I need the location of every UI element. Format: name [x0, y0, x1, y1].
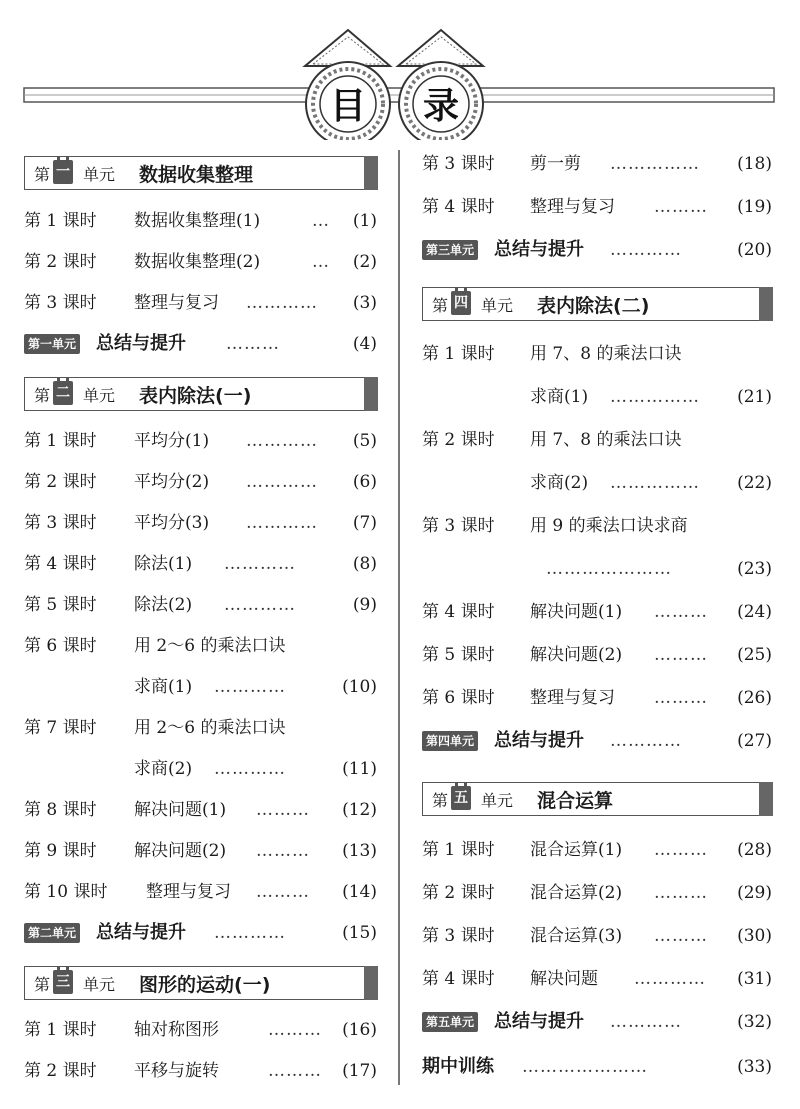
- lesson-number: 第 9 课时: [24, 841, 97, 861]
- lesson-number: 第 1 课时: [24, 431, 97, 451]
- lesson-title: 平移与旋转: [134, 1061, 219, 1081]
- lesson-title: 解决问题(2): [134, 841, 227, 861]
- leader-dots: …………: [214, 923, 286, 943]
- leader-dots: ………: [654, 602, 708, 622]
- unit-title: 图形的运动(一): [139, 973, 271, 996]
- leader-dots: ………: [654, 197, 708, 217]
- toc-row[interactable]: [422, 965, 772, 993]
- unit-suffix: 单元: [83, 164, 116, 184]
- leader-dots: …………: [246, 472, 318, 492]
- lesson-title: 用 7、8 的乘法口诀: [530, 344, 682, 364]
- lesson-number: 第 8 课时: [24, 800, 97, 820]
- page-number: (7): [352, 513, 377, 533]
- lesson-title-continued: 求商(2): [530, 473, 589, 493]
- unit-header-bar: [364, 966, 378, 1000]
- toc-row[interactable]: [24, 878, 377, 906]
- header-char-2: 录: [422, 86, 460, 127]
- toc-row-continuation[interactable]: [422, 555, 772, 583]
- unit-title: 混合运算: [537, 789, 614, 812]
- toc-row[interactable]: [24, 207, 377, 235]
- lesson-number: 第 3 课时: [422, 516, 495, 536]
- leader-dots: ………: [256, 882, 310, 902]
- lesson-number: 第 10 课时: [24, 882, 108, 902]
- leader-dots: …………: [214, 759, 286, 779]
- lesson-title: 剪一剪: [530, 154, 581, 174]
- unit-summary-title: 总结与提升: [494, 1011, 584, 1032]
- page-number: (9): [352, 595, 377, 615]
- unit-prefix: 第: [34, 385, 51, 405]
- toc-row[interactable]: [24, 248, 377, 276]
- lesson-title: 解决问题(2): [530, 645, 623, 665]
- lesson-number: 第 2 课时: [422, 430, 495, 450]
- page-number: (5): [352, 431, 377, 451]
- toc-row-continuation[interactable]: [24, 673, 377, 701]
- lesson-title: 除法(2): [134, 595, 193, 615]
- lesson-title: 用 2～6 的乘法口诀: [134, 718, 286, 738]
- lesson-number: 第 2 课时: [422, 883, 495, 903]
- unit-summary-badge: 第一单元: [24, 334, 80, 354]
- lesson-number: 第 4 课时: [24, 554, 97, 574]
- leader-dots: …………: [224, 595, 296, 615]
- lesson-number: 第 6 课时: [422, 688, 495, 708]
- toc-row[interactable]: [24, 1016, 377, 1044]
- unit-summary-row[interactable]: [24, 919, 377, 947]
- toc-row[interactable]: [24, 591, 377, 619]
- unit-prefix: 第: [432, 295, 449, 315]
- unit-summary-row[interactable]: [422, 727, 772, 755]
- lesson-title: 平均分(1): [134, 431, 210, 451]
- toc-row-continuation[interactable]: [422, 383, 772, 411]
- leader-dots: …………: [246, 513, 318, 533]
- lesson-title: 平均分(3): [134, 513, 210, 533]
- unit-number-badge: 五: [451, 786, 471, 810]
- page-number: (3): [352, 293, 377, 313]
- unit-header-bar: [759, 782, 773, 816]
- lesson-number: 第 1 课时: [422, 840, 495, 860]
- page-number: (25): [737, 645, 772, 665]
- unit-summary-badge: 第二单元: [24, 923, 80, 943]
- toc-row[interactable]: [24, 550, 377, 578]
- unit-header-bar: [364, 156, 378, 190]
- page-number: (32): [737, 1012, 772, 1032]
- page-number: (1): [352, 211, 377, 231]
- toc-row-continuation[interactable]: [422, 469, 772, 497]
- toc-row[interactable]: [24, 289, 377, 317]
- lesson-title: 用 9 的乘法口诀求商: [530, 516, 688, 536]
- unit-summary-badge: 第三单元: [422, 240, 478, 260]
- unit-header-1: [24, 156, 377, 190]
- unit-header-3: [24, 966, 377, 1000]
- unit-number-badge: 二: [53, 381, 73, 405]
- leader-dots: ………: [256, 800, 310, 820]
- leader-dots: …………………: [546, 559, 672, 579]
- midterm-title: 期中训练: [422, 1056, 494, 1077]
- lesson-title: 整理与复习: [530, 688, 615, 708]
- unit-summary-title: 总结与提升: [96, 333, 186, 354]
- leader-dots: ………: [654, 840, 708, 860]
- lesson-number: 第 2 课时: [24, 252, 97, 272]
- page-number: (16): [342, 1020, 377, 1040]
- page-number: (11): [342, 759, 377, 779]
- lesson-number: 第 2 课时: [24, 472, 97, 492]
- unit-title: 表内除法(二): [537, 294, 650, 317]
- leader-dots: …: [312, 211, 330, 231]
- leader-dots: …………: [610, 731, 682, 751]
- unit-suffix: 单元: [83, 385, 116, 405]
- leader-dots: …: [312, 252, 330, 272]
- leader-dots: …………: [634, 969, 706, 989]
- toc-row[interactable]: [422, 512, 772, 540]
- lesson-number: 第 3 课时: [422, 154, 495, 174]
- unit-summary-row[interactable]: [422, 236, 772, 264]
- toc-header: [0, 0, 800, 140]
- unit-number-badge: 一: [53, 160, 73, 184]
- unit-summary-row[interactable]: [422, 1008, 772, 1036]
- unit-number-badge: 三: [53, 970, 73, 994]
- unit-number-badge: 四: [451, 291, 471, 315]
- page-number: (19): [737, 197, 772, 217]
- lesson-number: 第 5 课时: [422, 645, 495, 665]
- toc-row[interactable]: [422, 598, 772, 626]
- unit-summary-title: 总结与提升: [96, 922, 186, 943]
- unit-title: 表内除法(一): [139, 384, 252, 407]
- toc-row[interactable]: [422, 836, 772, 864]
- toc-row[interactable]: [24, 796, 377, 824]
- leader-dots: ………: [268, 1020, 322, 1040]
- lesson-title: 除法(1): [134, 554, 193, 574]
- unit-prefix: 第: [432, 790, 449, 810]
- unit-header-bar: [364, 377, 378, 411]
- lesson-number: 第 3 课时: [24, 293, 97, 313]
- unit-summary-badge: 第四单元: [422, 731, 478, 751]
- page-number: (4): [352, 334, 377, 354]
- header-char-1: 目: [329, 86, 367, 127]
- header-ornament: [0, 0, 800, 140]
- leader-dots: …………: [214, 677, 286, 697]
- leader-dots: ………: [268, 1061, 322, 1081]
- lesson-title-continued: 求商(2): [134, 759, 193, 779]
- leader-dots: …………: [610, 240, 682, 260]
- lesson-number: 第 2 课时: [24, 1061, 97, 1081]
- toc-row[interactable]: [422, 879, 772, 907]
- page-number: (23): [737, 559, 772, 579]
- toc-row[interactable]: [24, 1057, 377, 1085]
- page-number: (17): [342, 1061, 377, 1081]
- page-number: (29): [737, 883, 772, 903]
- unit-suffix: 单元: [83, 974, 116, 994]
- page-number: (8): [352, 554, 377, 574]
- lesson-title-continued: 求商(1): [530, 387, 589, 407]
- leader-dots: ………: [226, 334, 280, 354]
- toc-row[interactable]: [24, 714, 377, 742]
- lesson-title: 轴对称图形: [134, 1020, 219, 1040]
- page-number: (27): [737, 731, 772, 751]
- lesson-title: 解决问题: [530, 969, 598, 989]
- lesson-number: 第 3 课时: [24, 513, 97, 533]
- leader-dots: …………: [610, 1012, 682, 1032]
- toc-row[interactable]: [24, 468, 377, 496]
- lesson-title: 整理与复习: [530, 197, 615, 217]
- toc-row[interactable]: [422, 193, 772, 221]
- toc-row[interactable]: [422, 684, 772, 712]
- page-number: (21): [737, 387, 772, 407]
- lesson-title: 数据收集整理(2): [134, 252, 261, 272]
- page-number: (31): [737, 969, 772, 989]
- page-number: (13): [342, 841, 377, 861]
- midterm-row[interactable]: [422, 1053, 772, 1081]
- leader-dots: ………: [654, 883, 708, 903]
- unit-header-4: [422, 287, 772, 321]
- page-number: (20): [737, 240, 772, 260]
- toc-row[interactable]: [422, 340, 772, 368]
- lesson-title: 整理与复习: [134, 293, 219, 313]
- page-number: (2): [352, 252, 377, 272]
- page-number: (22): [737, 473, 772, 493]
- leader-dots: ………: [256, 841, 310, 861]
- unit-header-5: [422, 782, 772, 816]
- leader-dots: ……………: [610, 154, 700, 174]
- lesson-number: 第 6 课时: [24, 636, 97, 656]
- page-number: (6): [352, 472, 377, 492]
- lesson-number: 第 3 课时: [422, 926, 495, 946]
- unit-summary-title: 总结与提升: [494, 239, 584, 260]
- unit-header-2: [24, 377, 377, 411]
- page-number: (24): [737, 602, 772, 622]
- lesson-title: 用 2～6 的乘法口诀: [134, 636, 286, 656]
- unit-prefix: 第: [34, 974, 51, 994]
- lesson-title: 混合运算(2): [530, 883, 623, 903]
- unit-title: 数据收集整理: [139, 163, 254, 186]
- lesson-number: 第 7 课时: [24, 718, 97, 738]
- page-number: (33): [737, 1057, 772, 1077]
- leader-dots: …………: [246, 431, 318, 451]
- toc-row[interactable]: [24, 427, 377, 455]
- page-number: (10): [342, 677, 377, 697]
- leader-dots: …………: [224, 554, 296, 574]
- lesson-number: 第 4 课时: [422, 197, 495, 217]
- toc-row[interactable]: [24, 509, 377, 537]
- leader-dots: …………: [246, 293, 318, 313]
- unit-header-bar: [759, 287, 773, 321]
- unit-suffix: 单元: [481, 790, 514, 810]
- page-number: (15): [342, 923, 377, 943]
- page-number: (26): [737, 688, 772, 708]
- lesson-number: 第 5 课时: [24, 595, 97, 615]
- unit-summary-badge: 第五单元: [422, 1012, 478, 1032]
- toc-row[interactable]: [24, 632, 377, 660]
- lesson-title: 解决问题(1): [530, 602, 623, 622]
- leader-dots: …………………: [522, 1057, 648, 1077]
- leader-dots: ………: [654, 688, 708, 708]
- lesson-title: 解决问题(1): [134, 800, 227, 820]
- page-number: (12): [342, 800, 377, 820]
- page-number: (30): [737, 926, 772, 946]
- toc-row[interactable]: [422, 426, 772, 454]
- page-number: (14): [342, 882, 377, 902]
- lesson-number: 第 1 课时: [24, 1020, 97, 1040]
- toc-row[interactable]: [422, 641, 772, 669]
- lesson-title: 平均分(2): [134, 472, 210, 492]
- unit-prefix: 第: [34, 164, 51, 184]
- toc-row[interactable]: [422, 922, 772, 950]
- lesson-title: 混合运算(1): [530, 840, 623, 860]
- lesson-title: 数据收集整理(1): [134, 211, 261, 231]
- lesson-number: 第 4 课时: [422, 602, 495, 622]
- lesson-title-continued: 求商(1): [134, 677, 193, 697]
- unit-summary-row[interactable]: [24, 330, 377, 358]
- leader-dots: ……………: [610, 473, 700, 493]
- toc-row[interactable]: [422, 150, 772, 178]
- column-divider: [398, 150, 400, 1085]
- lesson-title: 用 7、8 的乘法口诀: [530, 430, 682, 450]
- page-number: (18): [737, 154, 772, 174]
- leader-dots: ………: [654, 645, 708, 665]
- lesson-number: 第 1 课时: [24, 211, 97, 231]
- lesson-title: 混合运算(3): [530, 926, 623, 946]
- unit-suffix: 单元: [481, 295, 514, 315]
- leader-dots: ………: [654, 926, 708, 946]
- page-number: (28): [737, 840, 772, 860]
- toc-row[interactable]: [24, 837, 377, 865]
- lesson-number: 第 4 课时: [422, 969, 495, 989]
- lesson-number: 第 1 课时: [422, 344, 495, 364]
- unit-summary-title: 总结与提升: [494, 730, 584, 751]
- leader-dots: ……………: [610, 387, 700, 407]
- lesson-title: 整理与复习: [146, 882, 231, 902]
- toc-row-continuation[interactable]: [24, 755, 377, 783]
